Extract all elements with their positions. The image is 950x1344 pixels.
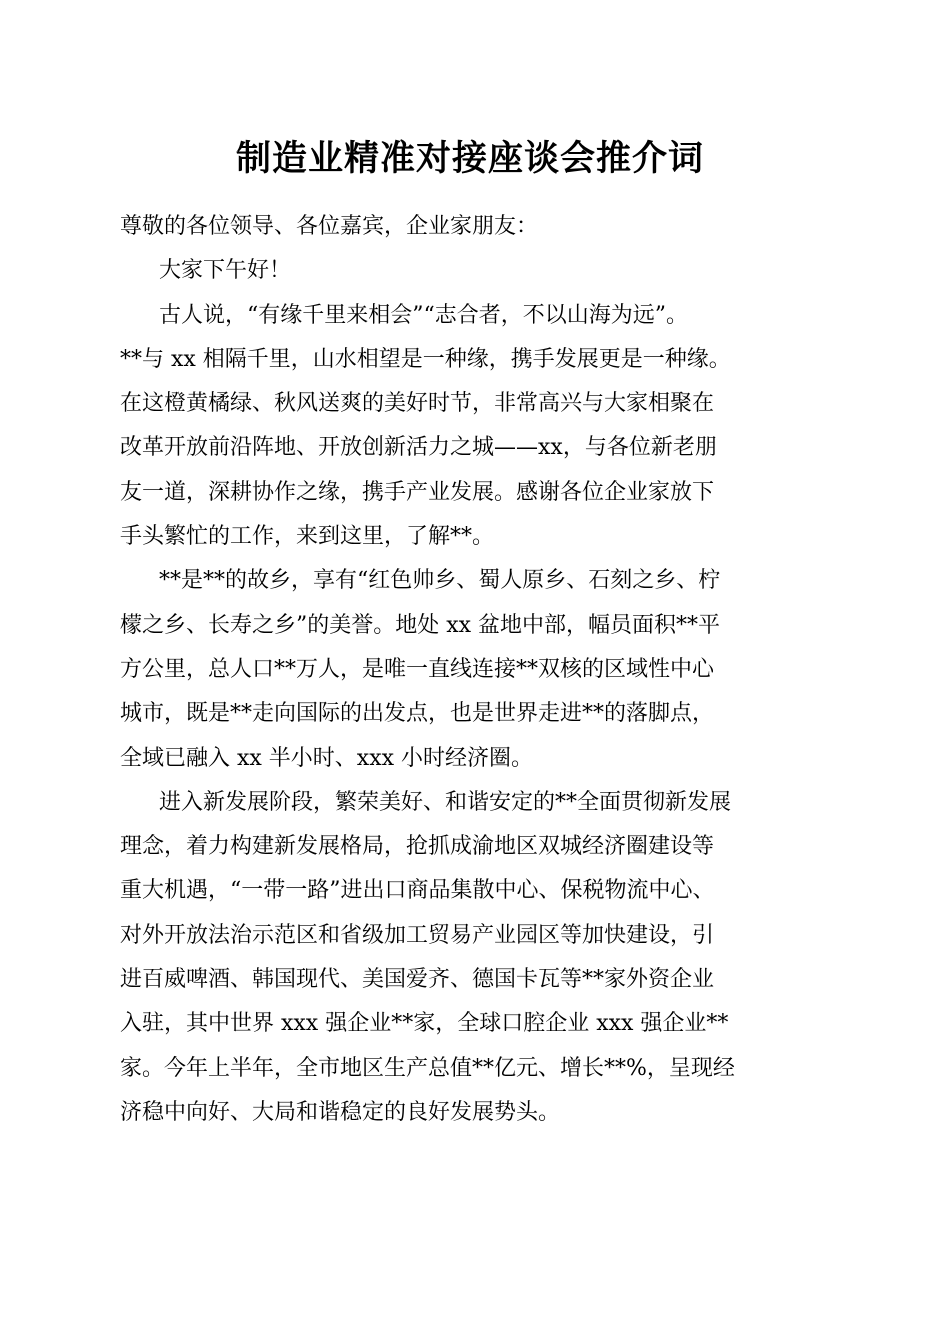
text-line: 全域已融入 xx 半小时、xxx 小时经济圈。 [120,745,534,771]
salutation [120,205,830,249]
text-line: 理念，着力构建新发展格局，抢抓成渝地区双城经济圈建设等 [120,834,715,860]
text-line: 家。今年上半年，全市地区生产总值**亿元、增长**%，呈现经 [120,1055,735,1081]
text-line: 重大机遇，“一带一路”进出口商品集散中心、保税物流中心、 [120,878,715,904]
text-line: 手头繁忙的工作，来到这里，了解**。 [120,524,495,550]
document-title: 制造业精准对接座谈会推介词 [235,138,704,179]
text-line: 城市，既是**走向国际的出发点，也是世界走进**的落脚点， [120,701,715,727]
text-line: 大家下午好！ [159,258,292,284]
text-line: 济稳中向好、大局和谐稳定的良好发展势头。 [120,1099,561,1125]
text-line: 友一道，深耕协作之缘，携手产业发展。感谢各位企业家放下 [120,479,715,505]
greeting [120,249,830,293]
paragraph-3 [120,781,830,1135]
text-line: **与 xx 相隔千里，山水相望是一种缘，携手发展更是一种缘。 [120,346,731,372]
text-line: 改革开放前沿阵地、开放创新活力之城——xx，与各位新老朋 [120,435,717,461]
text-line: 檬之乡、长寿之乡”的美誉。地处 xx 盆地中部，幅员面积**平 [120,612,721,638]
document-body [120,205,830,1135]
paragraph-1 [120,294,830,560]
text-line: 尊敬的各位领导、各位嘉宾，企业家朋友： [120,214,539,239]
text-line: 对外开放法治示范区和省级加工贸易产业园区等加快建设，引 [120,922,715,948]
text-line: 在这橙黄橘绿、秋风送爽的美好时节，非常高兴与大家相聚在 [120,391,715,417]
text-line: **是**的故乡，享有“红色帅乡、蜀人原乡、石刻之乡、柠 [159,568,721,594]
paragraph-2 [120,559,830,780]
text-line: 进入新发展阶段，繁荣美好、和谐安定的**全面贯彻新发展 [159,789,732,815]
text-line: 进百威啤酒、韩国现代、美国爱齐、德国卡瓦等**家外资企业 [120,967,715,993]
text-line: 入驻，其中世界 xxx 强企业**家，全球口腔企业 xxx 强企业** [120,1011,729,1037]
text-line: 方公里，总人口**万人，是唯一直线连接**双核的区域性中心 [120,656,715,682]
text-line: 古人说，“有缘千里来相会”“志合者，不以山海为远”。 [159,302,688,328]
